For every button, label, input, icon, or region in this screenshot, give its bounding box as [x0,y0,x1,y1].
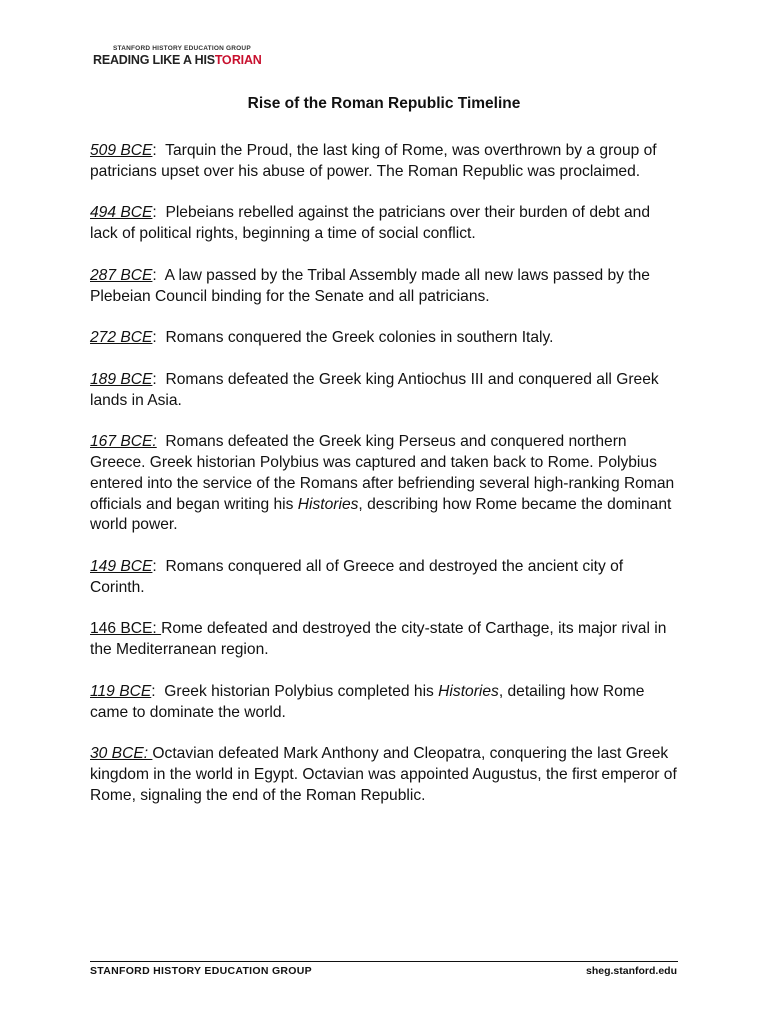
entry-date: 287 BCE [90,266,153,284]
timeline [90,141,678,827]
entry-date: 494 BCE [90,204,153,222]
timeline-entry: 119 BCE: Greek historian Polybius completed his Histories, detailing how Rome came to dominate the world. [90,682,645,721]
entry-text: A law passed by the Tribal Assembly made all new laws passed by the Plebeian Council binding for the Senate and all patricians. [90,266,650,305]
entry-date: 149 BCE [90,557,153,575]
timeline-entry [90,619,678,661]
entry-text: Rome defeated and destroyed the city-state of Carthage, its major rival in the Mediterranean region. [90,620,667,659]
logo-wordmark: READING LIKE A HISTORIAN [93,52,262,68]
entry-text: Plebeians rebelled against the patricians over their burden of debt and lack of political rights, beginning a time of social conflict. [90,204,651,243]
timeline-entry: 287 BCE: A law passed by the Tribal Assembly made all new laws passed by the Plebeian Council binding for the Senate and all patricians. [90,266,650,305]
entry-text: Romans conquered the Greek colonies in southern Italy. [165,329,554,347]
footer-divider [90,961,678,962]
entry-date: 167 BCE: [90,433,157,451]
entry-text: Octavian defeated Mark Anthony and Cleopatra, conquering the last Greek kingdom in the world in Egypt. Octavian was appointed Augustus, the first emperor of Rome, signaling the end of the Roman Republic. [90,745,677,804]
timeline-entry: 189 BCE: Romans defeated the Greek king Antiochus III and conquered all Greek lands in Asia. [90,370,659,409]
entry-date: 30 BCE: [90,745,153,763]
entry-text: Greek historian Polybius completed his Histories, detailing how Rome came to dominate the world. [90,682,645,721]
entry-date: 272 BCE [90,329,153,347]
timeline-entry: 149 BCE: Romans conquered all of Greece and destroyed the ancient city of Corinth. [90,557,624,596]
timeline-entry: 272 BCE: Romans conquered the Greek colonies in southern Italy. [90,329,554,347]
footer-organization: STANFORD HISTORY EDUCATION GROUP [90,965,312,977]
entry-text: Romans defeated the Greek king Antiochus III and conquered all Greek lands in Asia. [90,370,659,409]
logo-subtitle: STANFORD HISTORY EDUCATION GROUP [113,45,251,52]
entry-date: 146 BCE: [90,620,162,638]
entry-date: 509 BCE [90,142,153,159]
timeline-entry [90,744,678,806]
reading-like-a-historian-logo [93,45,262,67]
entry-text: Tarquin the Proud, the last king of Rome, was overthrown by a group of patricians upset over his abuse of power. The Roman Republic was proclaimed. [90,142,657,180]
entry-date: 189 BCE [90,370,153,388]
timeline-entry [90,432,678,536]
page-title: Rise of the Roman Republic Timeline [247,95,521,112]
entry-date: 119 BCE [90,682,152,700]
timeline-entry: 494 BCE: Plebeians rebelled against the patricians over their burden of debt and lack of political rights, beginning a time of social conflict. [90,204,651,243]
entry-text: Romans defeated the Greek king Perseus and conquered northern Greece. Greek historian Polybius was captured and taken back to Rome. Polybius entered into the service of the Romans after befriending several high-ranking Roman officials and began writing his Histories, describing how Rome became the dominant world power. [90,433,675,534]
entry-text: Romans conquered all of Greece and destroyed the ancient city of Corinth. [90,557,624,596]
footer-url[interactable]: sheg.stanford.edu [585,965,677,977]
timeline-entry: 509 BCE: Tarquin the Proud, the last king of Rome, was overthrown by a group of patricians upset over his abuse of power. The Roman Republic was proclaimed. [90,142,657,180]
